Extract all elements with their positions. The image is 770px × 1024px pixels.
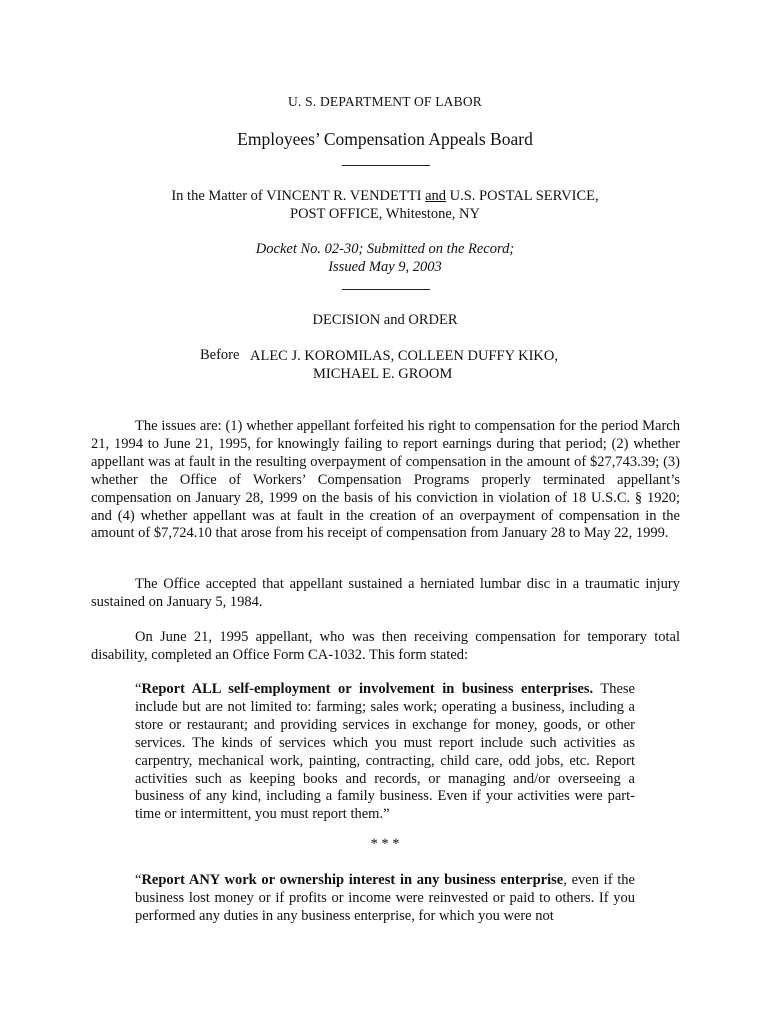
section-separator: * * * — [370, 836, 400, 852]
board-title: Employees’ Compensation Appeals Board — [237, 129, 533, 149]
form-paragraph: On June 21, 1995 appellant, who was then receiving compensation for temporary total disability, completed an Office Form CA-1032. This form stated: — [91, 629, 680, 663]
judges-line2: MICHAEL E. GROOM — [313, 366, 453, 382]
caption-and: and — [425, 188, 446, 204]
issues-paragraph: The issues are: (1) whether appellant forfeited his right to compensation for the period March 21, 1994 to June 21, 1995, for knowingly failing to report earnings during that period; (2) whether appellant was at fault in the resulting overpayment of compensation in the amount of $27,743.39; (3) whether the Office of Workers’ Compensation Programs properly terminated appellant’s compensation on January 28, 1999 on the basis of his conviction in violation of 18 U.S.C. § 1920; and (4) whether appellant was at fault in the creation of an overpayment of compensation in the amount of $7,724.10 that arose from his receipt of compensation from January 28 to May 22, 1999. — [91, 418, 680, 542]
caption-line1-prefix: In the Matter of VINCENT R. VENDETTI — [171, 188, 426, 204]
docket-info — [0, 240, 770, 276]
quote2-rest: , even if the business lost money or if profits or income were reinvested or paid to others. If you performed any duties in any business enterprise, for which you were not — [135, 872, 635, 924]
quote2-bold: Report ANY work or ownership interest in any business enterprise — [141, 872, 564, 888]
quote1-bold: Report ALL self-employment or involvement in business enterprises. — [141, 681, 594, 697]
title-divider — [342, 165, 430, 166]
panel-judges — [250, 347, 558, 383]
form-quote-1 — [135, 681, 635, 824]
before-label: Before — [200, 347, 240, 363]
case-caption — [0, 187, 770, 223]
quote1-rest: These include but are not limited to: farming; sales work; operating a business, including a store or restaurant; and providing services in exchange for money, goods, or other services. The kinds of services which you must report include such activities as carpentry, mechanical work, painting, contracting, child care, odd jobs, etc. Report activities such as keeping books and records, or managing and/or overseeing a business of any kind, including a family business. Even if your activities were part-time or intermittent, you must report them.” — [135, 681, 635, 823]
caption-line1-suffix: U.S. POSTAL SERVICE, — [446, 188, 599, 204]
judges-line1: ALEC J. KOROMILAS, COLLEEN DUFFY KIKO, — [250, 348, 558, 364]
form-quote-2 — [135, 872, 635, 926]
accepted-injury-paragraph: The Office accepted that appellant sustained a herniated lumbar disc in a traumatic injury sustained on January 5, 1984. — [91, 576, 680, 610]
docket-line2: Issued May 9, 2003 — [328, 259, 442, 275]
department-heading: U. S. DEPARTMENT OF LABOR — [288, 94, 482, 109]
docket-divider — [342, 289, 430, 290]
decision-title: DECISION and ORDER — [312, 312, 458, 328]
quote1-open: “ — [135, 681, 142, 697]
caption-line2: POST OFFICE, Whitestone, NY — [290, 206, 480, 222]
docket-line1: Docket No. 02-30; Submitted on the Record; — [255, 241, 515, 257]
quote2-open: “ — [135, 872, 142, 888]
